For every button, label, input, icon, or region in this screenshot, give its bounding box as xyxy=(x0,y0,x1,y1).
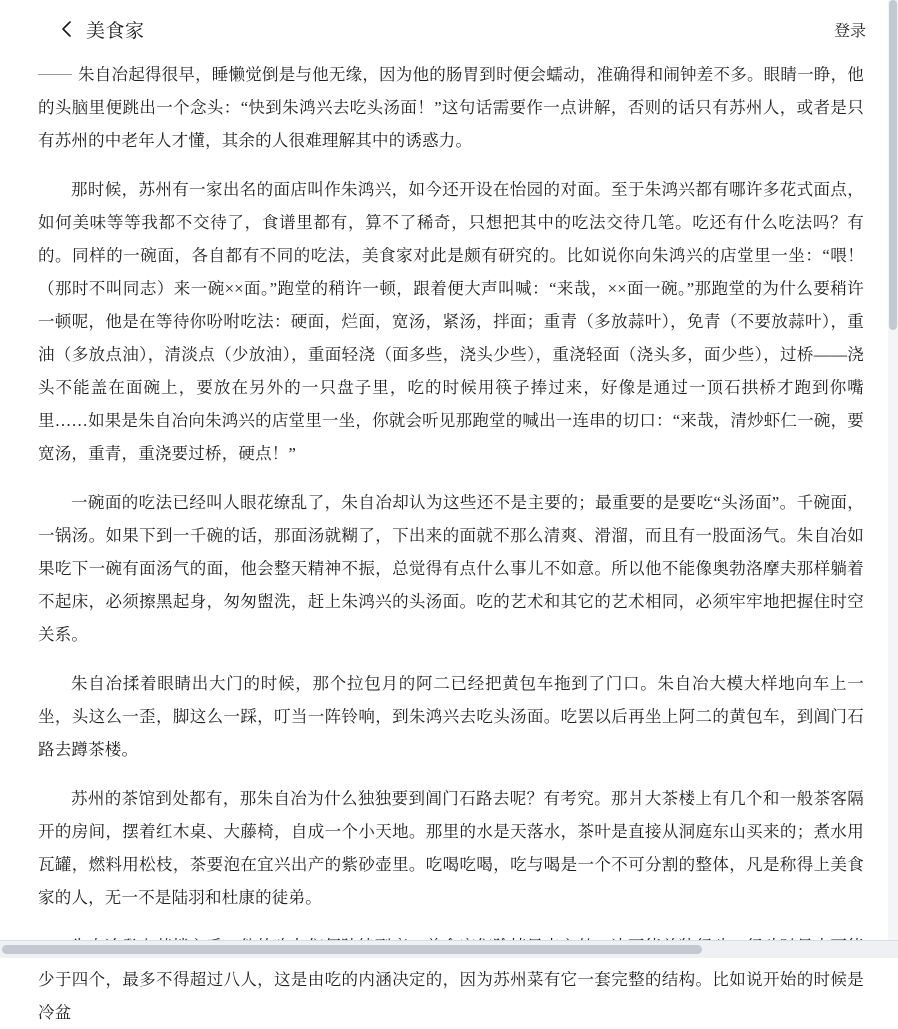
vertical-scroll-thumb[interactable] xyxy=(889,0,897,330)
article-paragraph: 那时候，苏州有一家出名的面店叫作朱鸿兴，如今还开设在怡园的对面。至于朱鸿兴都有哪许多花式面点，如何美味等等我都不交待了，食谱里都有，算不了稀奇，只想把其中的吃法交待几笔。吃还有什么吃法吗？有的。同样的一碗面，各自都有不同的吃法，美食家对此是颇有研究的。比如说你向朱鸿兴的店堂里一坐：“喂！（那时不叫同志）来一碗××面。”跑堂的稍许一顿，跟着便大声叫喊：“来哉，××面一碗。”那跑堂的为什么要稍许一顿呢，他是在等待你吩咐吃法：硬面，烂面，宽汤，紧汤，拌面；重青（多放蒜叶），免青（不要放蒜叶），重油（多放点油），清淡点（少放油），重面轻浇（面多些，浇头少些），重浇轻面（浇头多，面少些），过桥——浇头不能盖在面碗上，要放在另外的一只盘子里，吃的时候用筷子捧过来，好像是通过一顶石拱桥才跑到你嘴里……如果是朱自冶向朱鸿兴的店堂里一坐，你就会听见那跑堂的喊出一连串的切口：“来哉，清炒虾仁一碗，要宽汤，重青，重浇要过桥，硬点！” xyxy=(38,180,864,463)
vertical-scrollbar[interactable] xyxy=(888,0,898,940)
horizontal-scrollbar[interactable] xyxy=(0,940,898,958)
article-body xyxy=(0,58,898,1022)
chevron-left-icon[interactable] xyxy=(58,20,76,38)
horizontal-scroll-thumb[interactable] xyxy=(2,945,702,954)
login-button[interactable]: 登录 xyxy=(833,22,866,40)
article-paragraph: 朱自冶揉着眼睛出大门的时候，那个拉包月的阿二已经把黄包车拖到了门口。朱自冶大模大样地向车上一坐，头这么一歪，脚这么一踩，叮当一阵铃响，到朱鸿兴去吃头汤面。吃罢以后再坐上阿二的黄包车，到阊门石路去蹲茶楼。 xyxy=(38,674,864,759)
article-paragraph: 少于四个，最多不得超过八人，这是由吃的内涵决定的，因为苏州菜有它一套完整的结构。比如说开始的时候是冷盆 xyxy=(38,970,864,1022)
app-header xyxy=(0,0,898,58)
article-paragraph: 一碗面的吃法已经叫人眼花缭乱了，朱自冶却认为这些还不是主要的；最重要的是要吃“头汤面”。千碗面，一锅汤。如果下到一千碗的话，那面汤就糊了，下出来的面就不那么清爽、滑溜，而且有一股面汤气。朱自冶如果吃下一碗有面汤气的面，他会整天精神不振，总觉得有点什么事儿不如意。所以他不能像奥勃洛摩夫那样躺着不起床，必须擦黑起身，匆匆盥洗，赶上朱鸿兴的头汤面。吃的艺术和其它的艺术相同，必须牢牢地把握住时空关系。 xyxy=(38,493,864,644)
article-paragraph: 朱自冶起得很早，睡懒觉倒是与他无缘，因为他的肠胃到时便会蠕动，准确得和闹钟差不多。眼睛一睁，他的头脑里便跳出一个念头：“快到朱鸿兴去吃头汤面！”这句话需要作一点讲解，否则的话只有苏州人，或者是只有苏州的中老年人才懂，其余的人很难理解其中的诱惑力。 xyxy=(38,58,864,157)
page-title: 美食家 xyxy=(86,20,145,42)
article-paragraph: 苏州的茶馆到处都有，那朱自冶为什么独独要到阊门石路去呢？有考究。那爿大茶楼上有几个和一般茶客隔开的房间，摆着红木桌、大藤椅，自成一个小天地。那里的水是天落水，茶叶是直接从洞庭东山买来的；煮水用瓦罐，燃料用松枝，茶要泡在宜兴出产的紫砂壶里。吃喝吃喝，吃与喝是一个不可分割的整体，凡是称得上美食家的人，无一不是陆羽和杜康的徒弟。 xyxy=(38,789,864,907)
